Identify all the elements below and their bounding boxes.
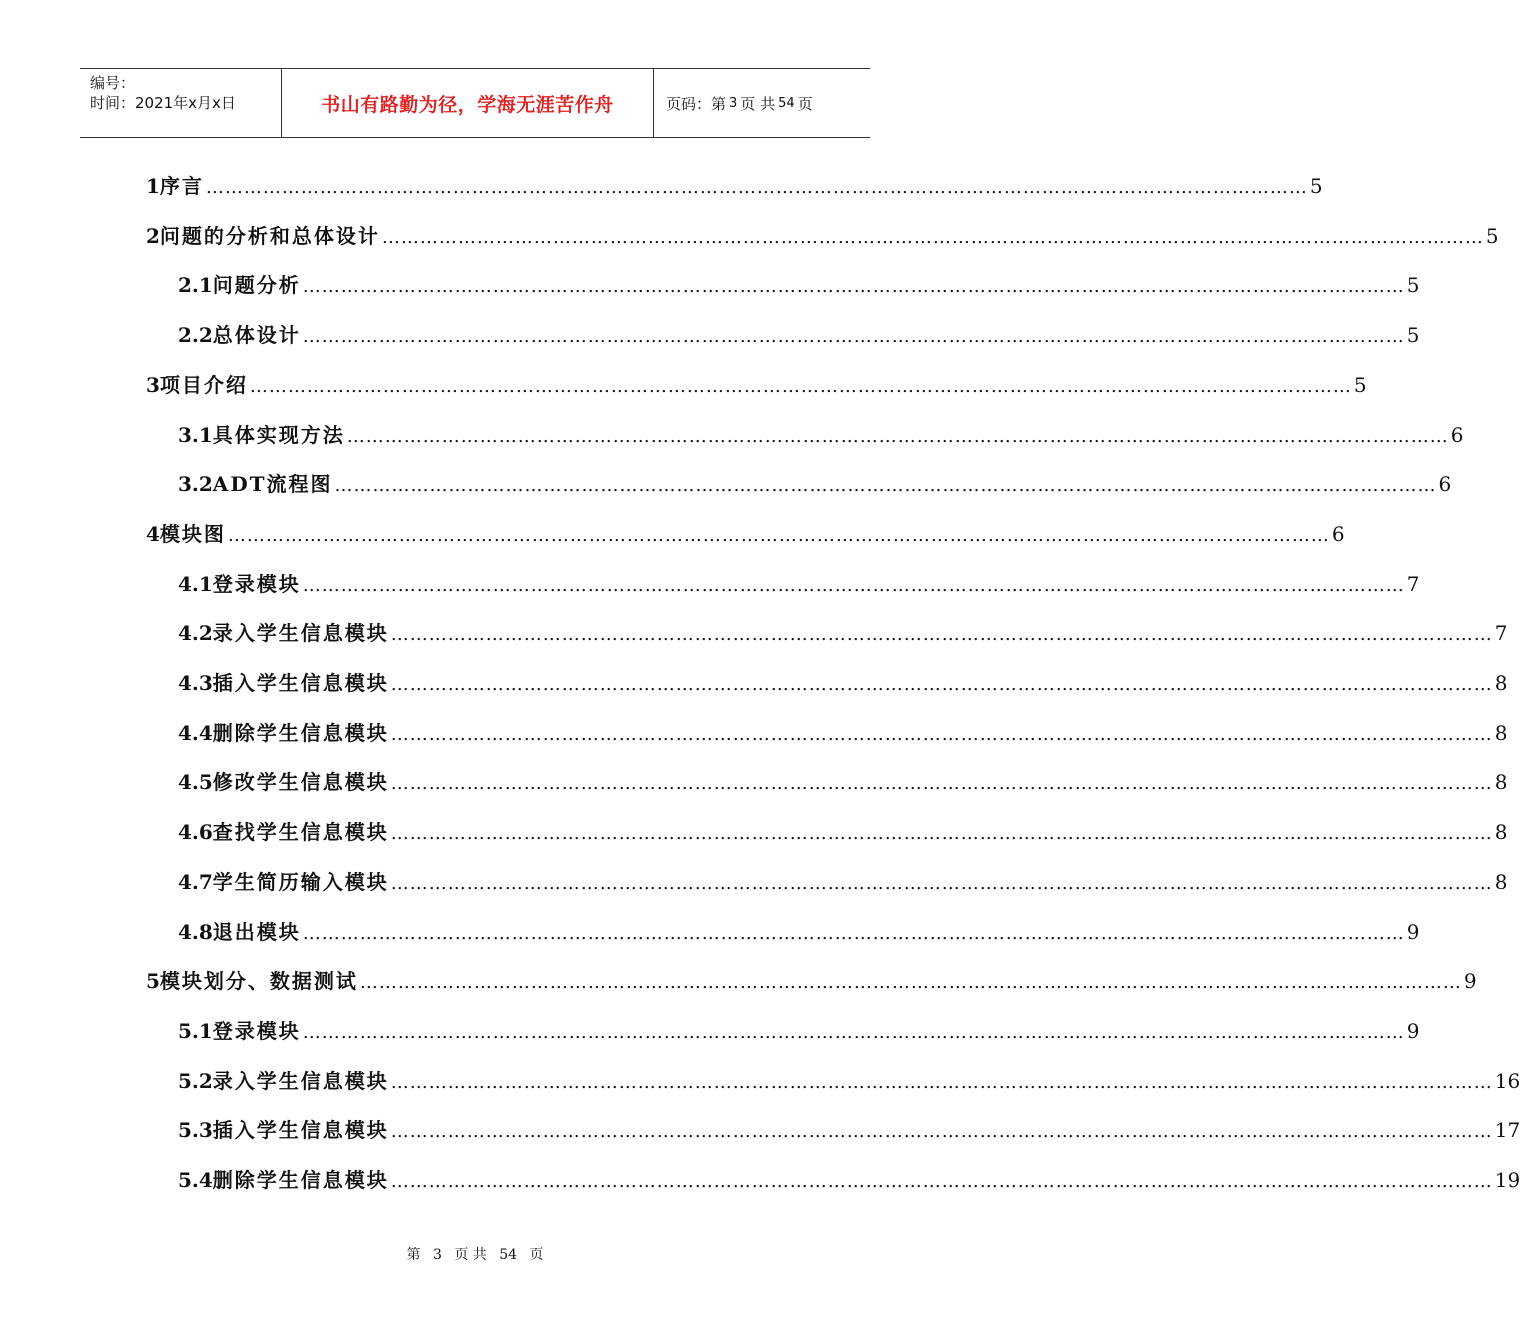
code-label: 编号： <box>90 74 136 92</box>
toc-entry[interactable] <box>0 359 1367 409</box>
toc-entry-number: 5.2 <box>178 1068 213 1093</box>
toc-entry-page: 5 <box>1309 174 1323 198</box>
toc-entry-page: 5 <box>1406 273 1420 298</box>
toc-entry-title: ADT流程图 <box>212 472 333 497</box>
toc-leader-dots: ………………………………………………………………………………………………………………………………………………………… <box>381 226 1484 248</box>
toc-entry-line <box>178 568 1420 597</box>
toc-entry-line <box>178 617 1508 646</box>
toc-leader-dots: ………………………………………………………………………………………………………………………………………………………… <box>334 475 1437 497</box>
toc-entry-page: 8 <box>1494 671 1508 695</box>
toc-entry-number: 2.2 <box>178 323 213 348</box>
toc-leader-dots: ………………………………………………………………………………………………………………………………………………………… <box>390 723 1493 745</box>
toc-leader-dots: ………………………………………………………………………………………………………………………………………………………… <box>359 972 1462 994</box>
toc-entry-page: 5 <box>1485 223 1499 248</box>
toc-entry-page: 16 <box>1494 1068 1520 1093</box>
toc-entry[interactable] <box>0 756 1508 806</box>
toc-entry-line <box>178 419 1464 448</box>
toc-entry-page: 9 <box>1463 969 1477 994</box>
toc-entry[interactable] <box>0 508 1345 558</box>
toc-entry-page: 7 <box>1406 571 1420 596</box>
toc-leader-dots: ………………………………………………………………………………………………………………………………………………………… <box>390 872 1493 894</box>
toc-entry-page: 8 <box>1494 869 1508 894</box>
toc-leader-dots: ………………………………………………………………………………………………………………………………………………………… <box>249 375 1352 397</box>
toc-entry-title: 修改学生信息模块 <box>212 770 389 795</box>
toc-entry-title: 学生简历输入模块 <box>212 869 389 894</box>
toc-entry-line <box>146 170 1323 199</box>
footer-total-pages: 54 <box>499 1247 518 1263</box>
toc-leader-dots: ………………………………………………………………………………………………………………………………………………………… <box>302 326 1405 348</box>
toc-leader-dots: ………………………………………………………………………………………………………………………………………………………… <box>302 276 1405 298</box>
toc-entry-number: 2.1 <box>178 273 213 298</box>
toc-leader-dots: ………………………………………………………………………………………………………………………………………………………… <box>302 922 1405 944</box>
toc-entry-number: 1 <box>146 174 160 198</box>
toc-entry-number: 5.4 <box>178 1168 213 1192</box>
toc-entry-line <box>178 766 1508 795</box>
toc-entry-page: 17 <box>1494 1118 1520 1143</box>
toc-leader-dots: ………………………………………………………………………………………………………………………………………………………… <box>390 674 1493 695</box>
toc-entry-number: 5.1 <box>178 1018 213 1043</box>
toc-entry-number: 3.2 <box>178 472 213 497</box>
footer-prefix: 第 <box>406 1247 421 1263</box>
toc-entry-line <box>146 369 1367 398</box>
toc-entry-page: 8 <box>1494 770 1508 795</box>
toc-entry[interactable] <box>0 1104 1520 1154</box>
toc-leader-dots: ………………………………………………………………………………………………………………………………………………………… <box>390 1121 1493 1143</box>
toc-entry-page: 19 <box>1494 1168 1520 1192</box>
toc-entry-page: 6 <box>1331 521 1345 546</box>
toc-entry-title: 插入学生信息模块 <box>212 1118 389 1143</box>
toc-entry-title: 录入学生信息模块 <box>212 1068 389 1093</box>
toc-entry-line <box>146 220 1499 249</box>
toc-entry[interactable] <box>0 210 1499 260</box>
toc-entry-title: 问题的分析和总体设计 <box>159 223 380 248</box>
toc-entry-title: 删除学生信息模块 <box>212 720 389 745</box>
toc-entry-title: 模块划分、数据测试 <box>159 969 358 994</box>
toc-entry-line <box>178 1164 1520 1193</box>
toc-entry-number: 4.1 <box>178 571 213 596</box>
page-footer <box>0 1244 950 1264</box>
toc-entry-number: 4.4 <box>178 720 213 745</box>
header-meta <box>80 69 282 137</box>
header-motto: 书山有路勤为径，学海无涯苦作舟 <box>282 69 654 137</box>
toc-entry-number: 4.5 <box>178 770 213 795</box>
toc-leader-dots: ………………………………………………………………………………………………………………………………………………………… <box>205 177 1308 198</box>
toc-entry-line <box>146 965 1477 994</box>
toc-entry-number: 3 <box>146 372 160 397</box>
footer-current-page: 3 <box>432 1247 442 1263</box>
toc-entry-title: 登录模块 <box>212 1018 301 1043</box>
toc-entry-line <box>178 916 1420 945</box>
toc-entry[interactable] <box>0 856 1508 906</box>
toc-entry-number: 4.6 <box>178 820 213 845</box>
toc-entry-line <box>178 468 1452 497</box>
toc-entry-title: 退出模块 <box>212 919 301 944</box>
toc-entry[interactable] <box>0 259 1420 309</box>
toc-entry-line <box>178 1065 1520 1094</box>
toc-entry-title: 删除学生信息模块 <box>212 1168 389 1192</box>
toc-entry-number: 4.3 <box>178 671 213 695</box>
toc-entry-line <box>178 1015 1420 1044</box>
toc-entry-page: 7 <box>1494 621 1508 646</box>
toc-entry-number: 4.8 <box>178 919 213 944</box>
toc-entry[interactable] <box>0 458 1452 508</box>
toc-entry-line <box>146 518 1345 547</box>
toc-leader-dots: ………………………………………………………………………………………………………………………………………………………… <box>302 1021 1405 1043</box>
toc-entry-title: 具体实现方法 <box>212 422 345 447</box>
toc-entry[interactable] <box>0 160 1323 210</box>
toc-entry-title: 序言 <box>159 174 204 198</box>
footer-mid: 页 共 <box>454 1247 487 1263</box>
toc-entry-title: 查找学生信息模块 <box>212 820 389 845</box>
toc-entry[interactable] <box>0 806 1508 856</box>
toc-entry-page: 8 <box>1494 820 1508 845</box>
toc-leader-dots: ………………………………………………………………………………………………………………………………………………………… <box>302 574 1405 596</box>
toc-entry-title: 模块图 <box>159 521 226 546</box>
toc-entry-number: 4.2 <box>178 621 213 646</box>
toc-entry-number: 3.1 <box>178 422 213 447</box>
toc-entry[interactable] <box>0 1154 1520 1204</box>
toc-leader-dots: ………………………………………………………………………………………………………………………………………………………… <box>390 773 1493 795</box>
toc-entry-number: 4.7 <box>178 869 213 894</box>
toc-entry[interactable] <box>0 1005 1420 1055</box>
toc-leader-dots: ………………………………………………………………………………………………………………………………………………………… <box>227 524 1330 546</box>
header-page-current: 3 <box>729 95 738 111</box>
toc-entry[interactable] <box>0 558 1420 608</box>
toc-entry-number: 5.3 <box>178 1118 213 1143</box>
toc-leader-dots: ………………………………………………………………………………………………………………………………………………………… <box>346 425 1449 447</box>
toc-entry-line <box>178 319 1420 348</box>
toc-entry[interactable] <box>0 409 1464 459</box>
toc-entry-title: 问题分析 <box>212 273 301 298</box>
toc-entry[interactable] <box>0 906 1420 956</box>
toc-entry-line <box>178 1114 1520 1143</box>
header-page-prefix: 页码：第 <box>666 94 727 113</box>
toc-entry-page: 6 <box>1450 422 1464 447</box>
toc-entry-line <box>178 866 1508 895</box>
toc-entry-page: 9 <box>1406 919 1420 944</box>
toc-entry-title: 总体设计 <box>212 323 301 348</box>
toc-entry[interactable] <box>0 707 1508 757</box>
toc-entry-number: 5 <box>146 969 160 994</box>
toc-entry[interactable] <box>0 955 1477 1005</box>
toc-entry-line <box>178 667 1508 696</box>
toc-entry-page: 5 <box>1353 372 1367 397</box>
toc-entry-page: 9 <box>1406 1018 1420 1043</box>
toc-entry-title: 登录模块 <box>212 571 301 596</box>
toc-leader-dots: ………………………………………………………………………………………………………………………………………………………… <box>390 1071 1493 1093</box>
toc-entry[interactable] <box>0 309 1420 359</box>
footer-suffix: 页 <box>529 1247 544 1263</box>
toc-entry-page: 5 <box>1406 323 1420 348</box>
toc-entry[interactable] <box>0 657 1508 707</box>
toc-entry-page: 6 <box>1438 472 1452 497</box>
header-page-info <box>654 69 870 137</box>
toc-entry-title: 项目介绍 <box>159 372 248 397</box>
toc-entry[interactable] <box>0 607 1508 657</box>
toc-entry-line <box>178 816 1508 845</box>
toc-entry-page: 8 <box>1494 720 1508 745</box>
header-page-suffix: 页 <box>797 94 813 113</box>
header-page-total: 54 <box>778 95 795 111</box>
toc-leader-dots: ………………………………………………………………………………………………………………………………………………………… <box>390 1171 1493 1192</box>
toc-entry[interactable] <box>0 1055 1520 1105</box>
toc-entry-title: 插入学生信息模块 <box>212 671 389 695</box>
toc-entry-number: 2 <box>146 223 160 248</box>
toc-leader-dots: ………………………………………………………………………………………………………………………………………………………… <box>390 624 1493 646</box>
page-header <box>80 68 870 138</box>
header-page-mid: 页 共 <box>740 94 776 113</box>
toc-leader-dots: ………………………………………………………………………………………………………………………………………………………… <box>390 823 1493 845</box>
toc-entry-number: 4 <box>146 521 160 546</box>
toc-entry-title: 录入学生信息模块 <box>212 621 389 646</box>
toc-entry-line <box>178 717 1508 746</box>
toc-entry-line <box>178 269 1420 298</box>
time-label: 时间：2021年x月x日 <box>90 94 236 112</box>
